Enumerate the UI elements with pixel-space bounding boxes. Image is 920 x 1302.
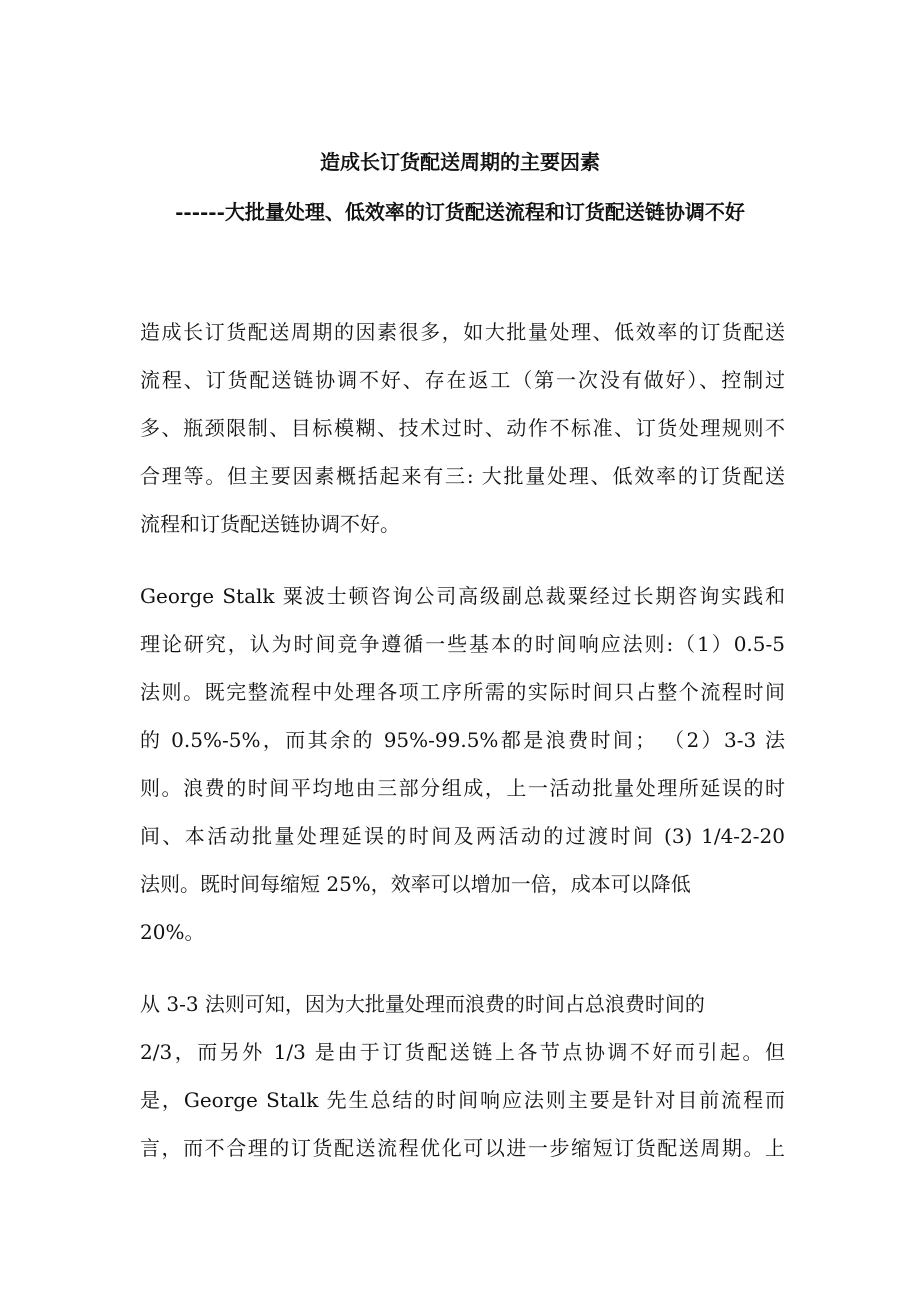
paragraph-line: 的 0.5%-5%，而其余的 95%-99.5%都是浪费时间； （2）3-3 法 [140,728,785,752]
document-subtitle: ------大批量处理、低效率的订货配送流程和订货配送链协调不好 [175,200,745,224]
paragraph-2 [140,572,785,956]
paragraph-line: 流程和订货配送链协调不好。 [140,512,400,536]
paragraph-line: 合理等。但主要因素概括起来有三: 大批量处理、低效率的订货配送 [140,464,785,488]
document-title: 造成长订货配送周期的主要因素 [320,150,600,174]
paragraph-line: 20%。 [140,920,205,944]
paragraph-line: 言，而不合理的订货配送流程优化可以进一步缩短订货配送周期。上 [140,1136,785,1160]
paragraph-line: 间、本活动批量处理延误的时间及两活动的过渡时间 (3) 1/4-2-20 [140,824,785,848]
paragraph-line: 2/3，而另外 1/3 是由于订货配送链上各节点协调不好而引起。但 [140,1040,785,1064]
paragraph-1 [140,308,785,548]
paragraph-line: 造成长订货配送周期的因素很多，如大批量处理、低效率的订货配送 [140,320,785,344]
paragraph-line: 理论研究，认为时间竞争遵循一些基本的时间响应法则:（1）0.5-5 [140,632,785,656]
paragraph-line: 法则。既完整流程中处理各项工序所需的实际时间只占整个流程时间 [140,680,785,704]
paragraph-line: 法则。既时间每缩短 25%，效率可以增加一倍，成本可以降低 [140,872,691,896]
paragraph-line: 则。浪费的时间平均地由三部分组成，上一活动批量处理所延误的时 [140,776,785,800]
paragraph-line: George Stalk 粟波士顿咨询公司高级副总裁粟经过长期咨询实践和 [140,584,785,608]
paragraph-line: 是，George Stalk 先生总结的时间响应法则主要是针对目前流程而 [140,1088,785,1112]
paragraph-line: 从 3-3 法则可知，因为大批量处理而浪费的时间占总浪费时间的 [140,992,705,1016]
paragraph-line: 多、瓶颈限制、目标模糊、技术过时、动作不标准、订货处理规则不 [140,416,785,440]
paragraph-3 [140,980,785,1172]
paragraph-line: 流程、订货配送链协调不好、存在返工（第一次没有做好）、控制过 [140,368,785,392]
